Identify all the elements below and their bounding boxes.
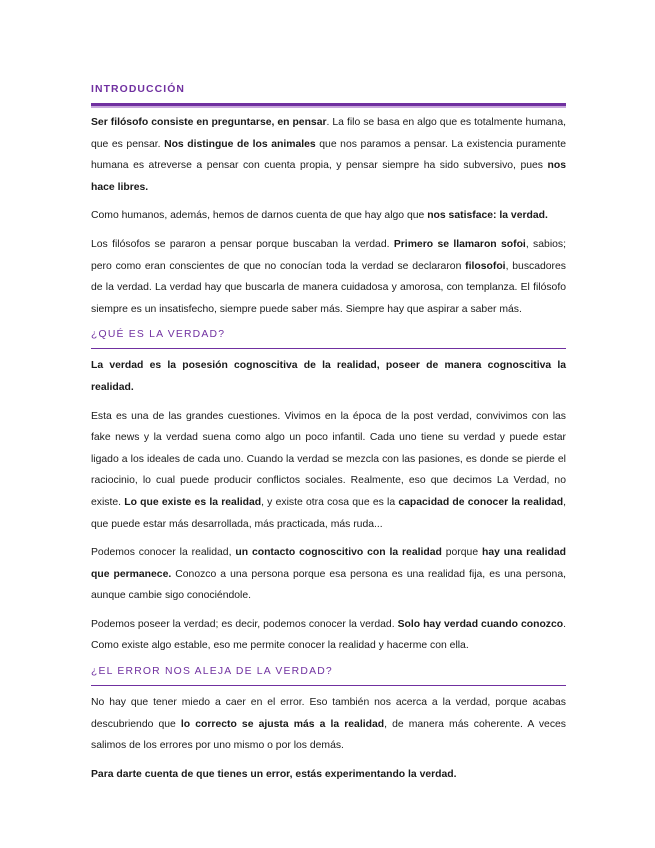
text-run: , que puede estar más desarrollada, más practicada, más ruda... — [91, 496, 567, 530]
paragraph — [91, 205, 566, 227]
text-run: , y existe otra cosa que es la — [261, 496, 399, 508]
text-run: , sabios; pero como eran conscientes de que no conocían toda la verdad se declararon — [91, 238, 566, 272]
text-run: Podemos poseer la verdad; es decir, podemos conocer la verdad. — [91, 618, 398, 630]
bold-text: lo correcto se ajusta más a la realidad — [180, 718, 385, 730]
bold-text: capacidad de conocer la realidad — [398, 496, 564, 508]
text-run: Como humanos, además, hemos de darnos cuenta de que hay algo que — [91, 210, 428, 222]
paragraph — [91, 406, 566, 536]
paragraph — [91, 614, 566, 657]
paragraph — [91, 234, 566, 320]
paragraph — [91, 355, 566, 398]
paragraph — [91, 692, 566, 757]
bold-text: Nos distingue de los animales — [164, 138, 316, 150]
text-run: porque — [441, 547, 482, 559]
text-run: , buscadores de la verdad. La verdad hay que buscarla de manera cuidadosa y amorosa, con templanza. El filósofo siempre es un insatisfecho, siempre puede saber más. Siempre hay que aspirar a saber más. — [91, 260, 566, 315]
text-run: Conozco a una persona porque esa persona es una realidad fija, es una persona, aunque cambie sigo conociéndole. — [91, 568, 566, 602]
text-run: , de manera más coherente. A veces salimos de los errores por uno mismo o por los demás. — [91, 718, 567, 752]
paragraph — [91, 542, 566, 607]
paragraph — [91, 764, 566, 786]
section-heading: INTRODUCCIÓN — [91, 82, 566, 106]
text-run: Podemos conocer la realidad, — [91, 547, 236, 559]
text-run: . Como existe algo estable, eso me permite conocer la realidad y hacerme con ella. — [91, 618, 567, 652]
bold-text: Lo que existe es la realidad — [124, 496, 262, 508]
bold-text: Solo hay verdad cuando conozco — [397, 618, 564, 630]
bold-text: nos satisface: la verdad. — [427, 210, 548, 222]
section-heading: ¿QUÉ ES LA VERDAD? — [91, 327, 566, 349]
text-run: Esta es una de las grandes cuestiones. Vivimos en la época de la post verdad, convivimos con las fake news y la verdad suena como algo un poco infantil. Cada uno tiene su verdad y puede estar ligado a los ideales de cada uno. Cuando la verdad se mezcla con las pasiones, es donde se pierde el raciocinio, lo cual puede producir conflictos sociales. Realmente, eso que decimos La Verdad, no existe. — [91, 410, 566, 508]
text-run: No hay que tener miedo a caer en el error. Eso también nos acerca a la verdad, porque acabas descubriendo que — [91, 697, 566, 730]
text-run: que nos paramos a pensar. La existencia puramente humana es atreverse a pensar con cuenta propia, y pensar siempre ha sido subversivo, pues — [91, 138, 566, 172]
bold-text: Ser filósofo consiste en preguntarse, en pensar — [91, 117, 327, 128]
bold-text: Primero se llamaron sofoi — [393, 238, 526, 250]
bold-text: filosofoi — [465, 260, 506, 272]
text-run: Los filósofos se pararon a pensar porque buscaban la verdad. — [91, 238, 394, 250]
bold-text: Para darte cuenta de que tienes un error, estás experimentando la verdad. — [91, 768, 457, 780]
document-body — [91, 82, 566, 792]
text-run: . La filo se basa en algo que es totalmente humana, que es pensar. — [91, 117, 566, 150]
paragraph — [91, 112, 566, 198]
bold-text: nos hace libres. — [91, 160, 566, 193]
bold-text: La verdad es la posesión cognoscitiva de la realidad, poseer de manera cognoscitiva la realidad. — [91, 360, 566, 393]
section-heading: ¿EL ERROR NOS ALEJA DE LA VERDAD? — [91, 664, 566, 686]
bold-text: hay una realidad que permanece. — [91, 547, 566, 580]
bold-text: un contacto cognoscitivo con la realidad — [235, 547, 442, 559]
